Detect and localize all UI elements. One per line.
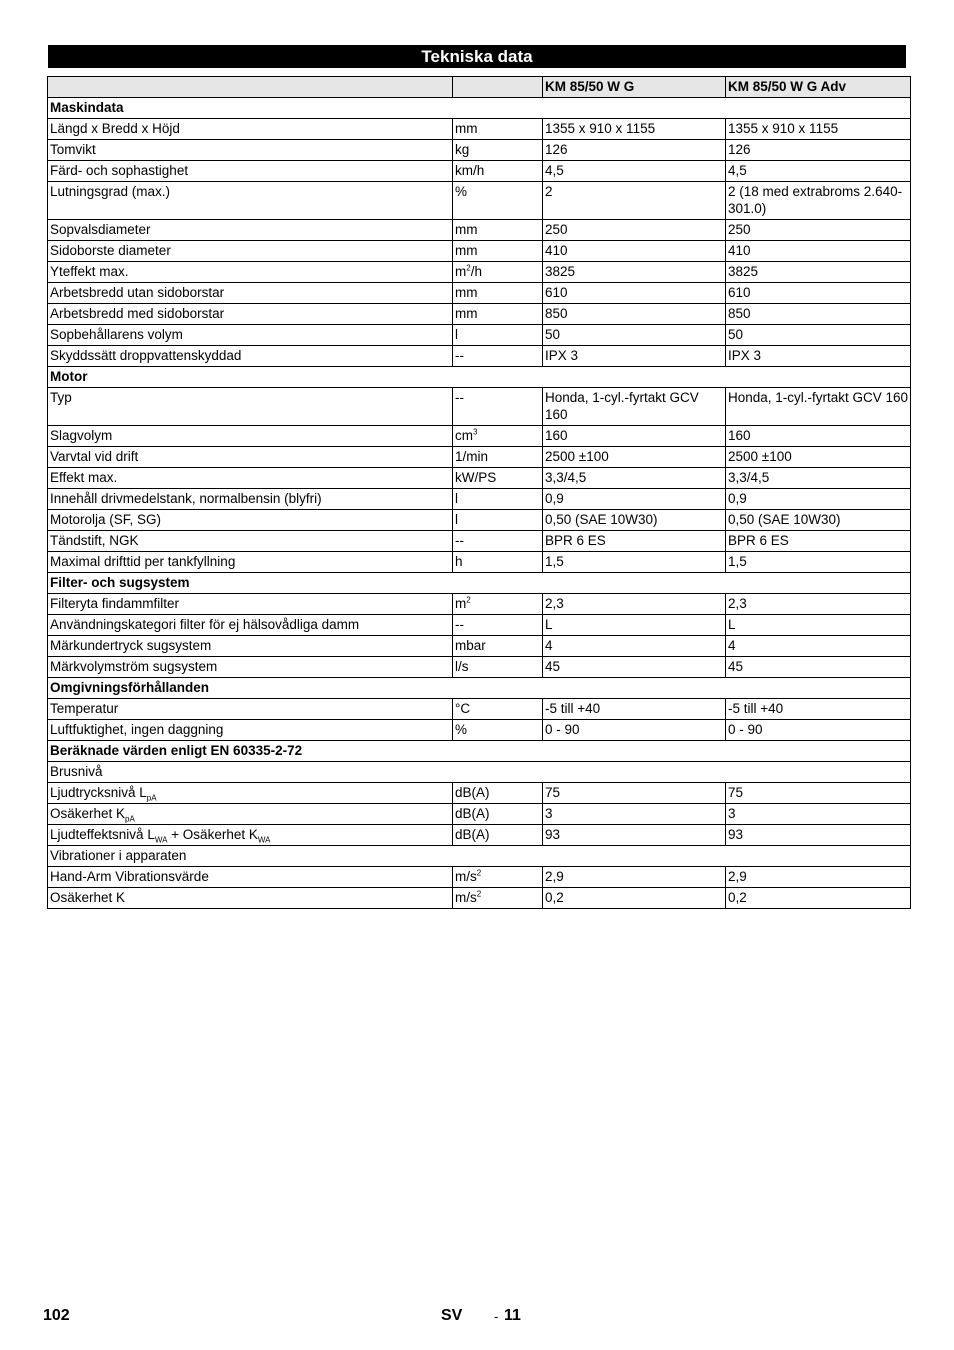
row-value-model-2: 45 (726, 657, 911, 678)
table-row (48, 140, 911, 161)
table-row (48, 283, 911, 304)
row-label-text: Slagvolym (50, 428, 113, 443)
row-unit (453, 615, 543, 636)
row-label-text: Yteffekt max. (50, 264, 129, 279)
row-label-text: Typ (50, 390, 72, 405)
row-value-model-2: 93 (726, 825, 911, 846)
row-unit-text: km/h (455, 163, 485, 178)
row-value-model-1: 0,9 (543, 489, 726, 510)
section-header-row (48, 367, 911, 388)
row-label-text: Färd- och sophastighet (50, 163, 189, 178)
table-row (48, 783, 911, 804)
row-label-text: Sopvalsdiameter (50, 222, 151, 237)
table-row (48, 161, 911, 182)
row-unit-text: mbar (455, 638, 486, 653)
row-unit-text: kW/PS (455, 470, 497, 485)
row-value-model-2: BPR 6 ES (726, 531, 911, 552)
row-value-model-2: -5 till +40 (726, 699, 911, 720)
table-row (48, 388, 911, 426)
row-unit-text: l (455, 491, 458, 506)
row-label-subscript: pA (125, 814, 135, 824)
table-row (48, 699, 911, 720)
row-label (48, 489, 453, 510)
table-row (48, 531, 911, 552)
footer-language: SV (441, 1307, 463, 1324)
row-unit (453, 636, 543, 657)
row-value-model-1: 2,3 (543, 594, 726, 615)
row-unit (453, 720, 543, 741)
section-title: Beräknade värden enligt EN 60335-2-72 (48, 741, 911, 762)
table-row (48, 220, 911, 241)
row-value-model-1: 45 (543, 657, 726, 678)
row-value-model-2: 3,3/4,5 (726, 468, 911, 489)
row-value-model-1: 93 (543, 825, 726, 846)
section-header-row (48, 98, 911, 119)
row-unit (453, 304, 543, 325)
row-unit (453, 426, 543, 447)
row-value-model-1: 160 (543, 426, 726, 447)
table-row (48, 636, 911, 657)
row-unit-text: mm (455, 243, 478, 258)
row-unit-superscript: 3 (473, 427, 478, 437)
row-unit-text: -- (455, 533, 464, 548)
row-value-model-2: 0,2 (726, 888, 911, 909)
row-label (48, 426, 453, 447)
row-value-model-2: Honda, 1-cyl.-fyrtakt GCV 160 (726, 388, 911, 426)
row-value-model-2: 1,5 (726, 552, 911, 573)
table-row (48, 657, 911, 678)
row-label-text: Luftfuktighet, ingen daggning (50, 722, 224, 737)
table-row (48, 182, 911, 220)
row-label (48, 888, 453, 909)
table-row (48, 510, 911, 531)
row-unit (453, 783, 543, 804)
row-unit-text: 1/min (455, 449, 489, 464)
header-cell-label (48, 77, 453, 98)
row-unit-text: m (455, 596, 467, 611)
row-value-model-1: 75 (543, 783, 726, 804)
row-label (48, 867, 453, 888)
row-label-text: Osäkerhet K (50, 890, 126, 905)
row-label-text: Lutningsgrad (max.) (50, 184, 171, 199)
row-unit-text: % (455, 722, 468, 737)
table-row (48, 867, 911, 888)
subheading-label: Brusnivå (48, 762, 911, 783)
table-row (48, 489, 911, 510)
row-label-text: Tändstift, NGK (50, 533, 139, 548)
row-unit (453, 182, 543, 220)
row-unit (453, 489, 543, 510)
row-label-text: Maximal drifttid per tankfyllning (50, 554, 236, 569)
row-label-text: Sopbehållarens volym (50, 327, 183, 342)
row-unit-text: kg (455, 142, 470, 157)
row-label (48, 140, 453, 161)
table-row (48, 594, 911, 615)
row-label-text: Osäkerhet K (50, 806, 126, 821)
row-value-model-2: 2500 ±100 (726, 447, 911, 468)
row-label-text: Skyddssätt droppvattenskyddad (50, 348, 242, 363)
row-unit-text: h (455, 554, 463, 569)
table-row (48, 262, 911, 283)
row-unit (453, 119, 543, 140)
row-label (48, 783, 453, 804)
tech-data-table (47, 76, 911, 909)
row-unit-text: % (455, 184, 468, 199)
row-unit (453, 594, 543, 615)
footer-separator: - (494, 1309, 499, 1324)
row-unit (453, 283, 543, 304)
row-value-model-2: 250 (726, 220, 911, 241)
section-header-row (48, 741, 911, 762)
row-label-text: Längd x Bredd x Höjd (50, 121, 180, 136)
table-header-row (48, 77, 911, 98)
row-label-text: Märkvolymström sugsystem (50, 659, 218, 674)
row-unit-text: l (455, 327, 458, 342)
row-value-model-1: 0,2 (543, 888, 726, 909)
row-label (48, 531, 453, 552)
row-label (48, 615, 453, 636)
section-title: Filter- och sugsystem (48, 573, 911, 594)
table-row (48, 825, 911, 846)
row-unit (453, 552, 543, 573)
row-unit (453, 325, 543, 346)
row-label-subscript: pA (146, 793, 157, 803)
row-value-model-1: 410 (543, 241, 726, 262)
row-label (48, 594, 453, 615)
row-unit (453, 888, 543, 909)
row-label (48, 161, 453, 182)
row-unit-superscript: 2 (476, 889, 482, 899)
row-unit-superscript: 2 (476, 868, 482, 878)
row-label-subscript-2: WA (257, 835, 271, 845)
row-unit (453, 867, 543, 888)
row-label (48, 304, 453, 325)
header-cell-model-2: KM 85/50 W G Adv (726, 77, 911, 98)
table-row (48, 241, 911, 262)
row-value-model-2: L (726, 615, 911, 636)
row-label-text-after: + Osäkerhet K (167, 827, 258, 842)
row-value-model-1: 3825 (543, 262, 726, 283)
row-label-text: Ljudteffektsnivå L (50, 827, 155, 842)
row-value-model-1: 0 - 90 (543, 720, 726, 741)
row-unit (453, 388, 543, 426)
row-label (48, 119, 453, 140)
row-unit-text: m (455, 264, 467, 279)
row-value-model-2: 610 (726, 283, 911, 304)
row-unit (453, 161, 543, 182)
row-unit-text: mm (455, 222, 478, 237)
row-label (48, 182, 453, 220)
row-unit (453, 468, 543, 489)
row-unit (453, 657, 543, 678)
row-label-text: Temperatur (50, 701, 119, 716)
table-row (48, 325, 911, 346)
page-title: Tekniska data (48, 45, 906, 68)
row-unit-text: mm (455, 121, 478, 136)
row-label-text: Tomvikt (50, 142, 96, 157)
row-unit-text: dB(A) (455, 827, 490, 842)
row-value-model-1: -5 till +40 (543, 699, 726, 720)
table-row (48, 552, 911, 573)
row-unit-text: -- (455, 390, 464, 405)
row-value-model-1: BPR 6 ES (543, 531, 726, 552)
row-label-text: Hand-Arm Vibrationsvärde (50, 869, 209, 884)
section-header-row (48, 573, 911, 594)
row-unit (453, 531, 543, 552)
row-unit (453, 262, 543, 283)
row-unit (453, 699, 543, 720)
row-value-model-2: 160 (726, 426, 911, 447)
row-label-text: Motorolja (SF, SG) (50, 512, 162, 527)
row-label (48, 447, 453, 468)
row-value-model-2: IPX 3 (726, 346, 911, 367)
row-label (48, 346, 453, 367)
row-value-model-2: 1355 x 910 x 1155 (726, 119, 911, 140)
header-cell-model-1: KM 85/50 W G (543, 77, 726, 98)
row-value-model-2: 0,9 (726, 489, 911, 510)
row-unit (453, 346, 543, 367)
row-value-model-2: 410 (726, 241, 911, 262)
row-label (48, 283, 453, 304)
row-unit-text: °C (455, 701, 471, 716)
row-value-model-2: 126 (726, 140, 911, 161)
row-value-model-1: IPX 3 (543, 346, 726, 367)
row-value-model-1: L (543, 615, 726, 636)
row-unit-text-after: /h (470, 264, 482, 279)
row-unit (453, 140, 543, 161)
row-label-text: Arbetsbredd utan sidoborstar (50, 285, 225, 300)
row-value-model-2: 4 (726, 636, 911, 657)
row-value-model-2: 3825 (726, 262, 911, 283)
row-label-text: Ljudtrycksnivå L (50, 785, 147, 800)
subheading-row (48, 762, 911, 783)
row-unit-text: mm (455, 306, 478, 321)
row-value-model-1: 3 (543, 804, 726, 825)
row-value-model-2: 0,50 (SAE 10W30) (726, 510, 911, 531)
row-label (48, 636, 453, 657)
row-value-model-2: 2,9 (726, 867, 911, 888)
row-label (48, 325, 453, 346)
row-value-model-2: 2 (18 med extrabroms 2.640-301.0) (726, 182, 911, 220)
row-label-text: Innehåll drivmedelstank, normalbensin (blyfri) (50, 491, 322, 506)
table-row (48, 720, 911, 741)
row-value-model-1: 4,5 (543, 161, 726, 182)
row-unit-text: dB(A) (455, 806, 490, 821)
row-label (48, 241, 453, 262)
row-label-text: Filteryta findammfilter (50, 596, 180, 611)
row-value-model-2: 850 (726, 304, 911, 325)
row-label-subscript: WA (154, 835, 168, 845)
table-row (48, 304, 911, 325)
row-value-model-1: Honda, 1-cyl.-fyrtakt GCV 160 (543, 388, 726, 426)
row-label (48, 388, 453, 426)
footer-section-number: 11 (504, 1307, 521, 1324)
row-unit (453, 447, 543, 468)
row-label-text: Sidoborste diameter (50, 243, 171, 258)
row-value-model-1: 1,5 (543, 552, 726, 573)
row-value-model-2: 3 (726, 804, 911, 825)
row-value-model-1: 0,50 (SAE 10W30) (543, 510, 726, 531)
section-header-row (48, 678, 911, 699)
row-label (48, 468, 453, 489)
row-unit-text: cm (455, 428, 473, 443)
subheading-row (48, 846, 911, 867)
row-value-model-1: 50 (543, 325, 726, 346)
row-unit (453, 220, 543, 241)
row-unit-text: -- (455, 617, 464, 632)
row-unit-superscript: 2 (466, 263, 471, 273)
row-value-model-1: 126 (543, 140, 726, 161)
row-unit-superscript: 2 (466, 595, 471, 605)
row-unit-text: dB(A) (455, 785, 490, 800)
table-row (48, 346, 911, 367)
row-unit-text: l (455, 512, 458, 527)
row-value-model-1: 4 (543, 636, 726, 657)
table-row (48, 468, 911, 489)
row-label-text: Effekt max. (50, 470, 118, 485)
table-row (48, 615, 911, 636)
row-label-text: Användningskategori filter för ej hälsovådliga damm (50, 617, 360, 632)
row-label (48, 510, 453, 531)
table-row (48, 888, 911, 909)
row-value-model-1: 850 (543, 304, 726, 325)
row-value-model-1: 3,3/4,5 (543, 468, 726, 489)
tech-data-table-body (48, 77, 911, 909)
subheading-label: Vibrationer i apparaten (48, 846, 911, 867)
row-value-model-2: 4,5 (726, 161, 911, 182)
table-row (48, 804, 911, 825)
row-label (48, 825, 453, 846)
row-unit-text: m/s (455, 869, 477, 884)
section-title: Motor (48, 367, 911, 388)
row-value-model-1: 250 (543, 220, 726, 241)
section-title: Omgivningsförhållanden (48, 678, 911, 699)
row-unit (453, 510, 543, 531)
row-value-model-1: 2500 ±100 (543, 447, 726, 468)
row-label (48, 262, 453, 283)
row-value-model-2: 0 - 90 (726, 720, 911, 741)
row-value-model-2: 75 (726, 783, 911, 804)
row-value-model-1: 1355 x 910 x 1155 (543, 119, 726, 140)
table-row (48, 447, 911, 468)
row-unit-text: m/s (455, 890, 477, 905)
row-value-model-1: 2 (543, 182, 726, 220)
row-unit (453, 825, 543, 846)
row-label-text: Arbetsbredd med sidoborstar (50, 306, 225, 321)
row-unit-text: mm (455, 285, 478, 300)
row-label (48, 699, 453, 720)
section-title: Maskindata (48, 98, 911, 119)
row-unit-text: l/s (455, 659, 469, 674)
row-value-model-2: 2,3 (726, 594, 911, 615)
row-unit-text: -- (455, 348, 464, 363)
row-label (48, 720, 453, 741)
row-value-model-2: 50 (726, 325, 911, 346)
row-value-model-1: 2,9 (543, 867, 726, 888)
row-label-text: Märkundertryck sugsystem (50, 638, 212, 653)
table-row (48, 426, 911, 447)
row-label (48, 657, 453, 678)
row-label-text: Varvtal vid drift (50, 449, 139, 464)
footer-page-number: 102 (43, 1307, 70, 1324)
table-row (48, 119, 911, 140)
header-cell-unit (453, 77, 543, 98)
row-label (48, 552, 453, 573)
row-value-model-1: 610 (543, 283, 726, 304)
row-label (48, 220, 453, 241)
row-unit (453, 241, 543, 262)
row-unit (453, 804, 543, 825)
row-label (48, 804, 453, 825)
